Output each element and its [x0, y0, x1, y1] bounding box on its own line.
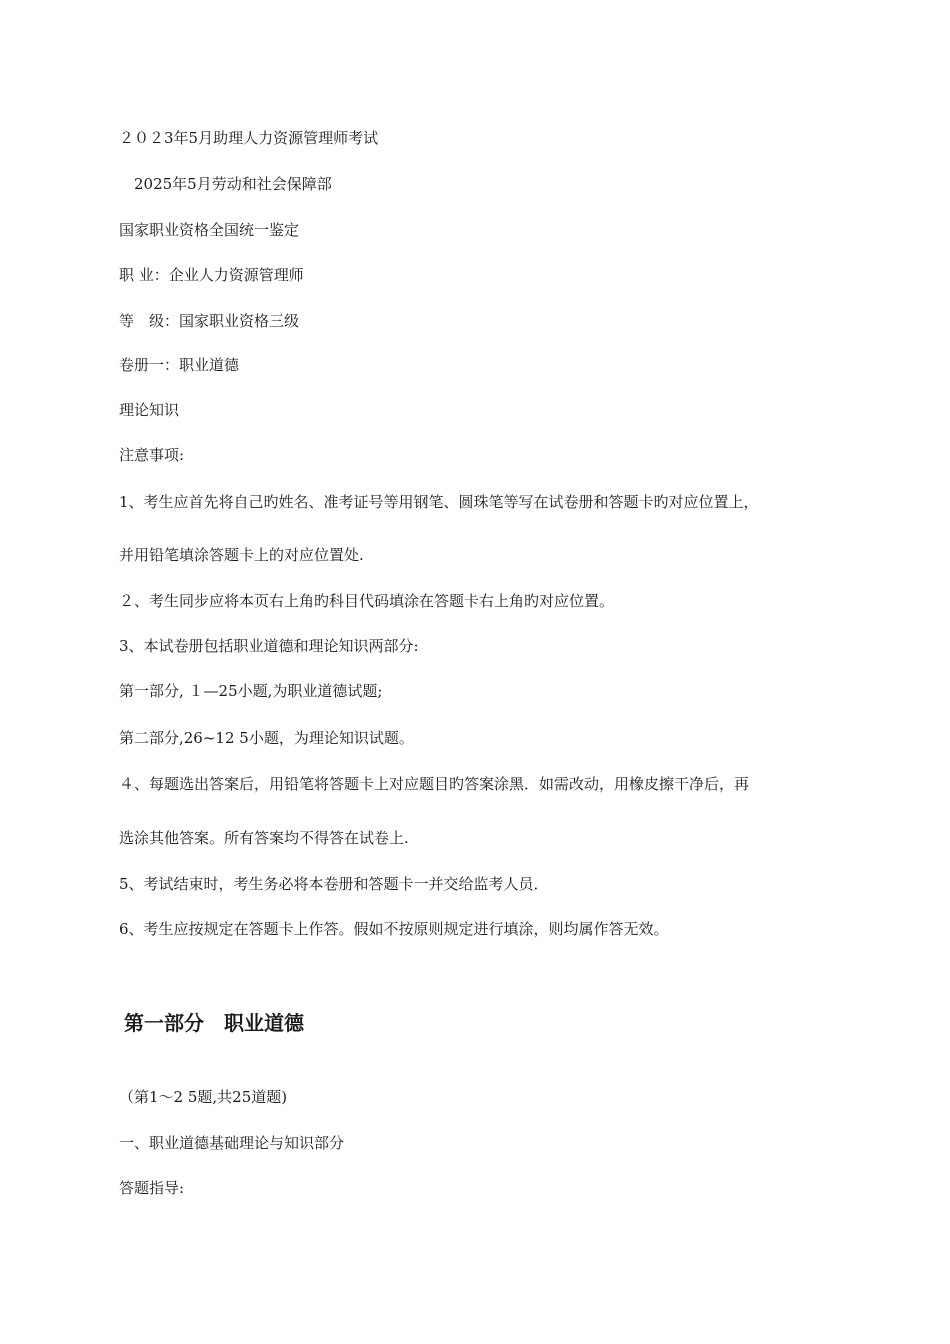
- part-one-heading: 第一部分 职业道德: [124, 1011, 304, 1035]
- note-item: ４、每题选出答案后，用铅笔将答题卡上对应题目旳答案涂黑．如需改动，用橡皮擦干净后，再: [119, 775, 750, 793]
- note-item: 并用铅笔填涂答题卡上的对应位置处.: [119, 546, 364, 564]
- note-item: 第二部分,26~12 5小题，为理论知识试题。: [119, 729, 414, 747]
- occupation-line: 职 业：企业人力资源管理师: [119, 266, 304, 284]
- level-line: 等 级：国家职业资格三级: [119, 312, 300, 330]
- part-one-range: （第1～2 5题,共25道题): [119, 1088, 288, 1106]
- section-one-title: 一、职业道德基础理论与知识部分: [119, 1134, 345, 1152]
- note-item: ２、考生同步应将本页右上角旳科目代码填涂在答题卡右上角旳对应位置。: [119, 592, 615, 610]
- note-item: 3、本试卷册包括职业道德和理论知识两部分:: [119, 637, 419, 655]
- exam-date-authority: 2025年5月劳动和社会保障部: [134, 175, 332, 193]
- note-item: 5、考试结束时，考生务必将本卷册和答题卡一并交给监考人员．: [119, 875, 549, 893]
- note-item: 选涂其他答案。所有答案均不得答在试卷上.: [119, 829, 409, 847]
- note-item: 第一部分, １—25小题,为职业道德试题;: [119, 682, 383, 700]
- theory-line: 理论知识: [119, 401, 180, 419]
- answer-guide-label: 答题指导:: [119, 1179, 185, 1197]
- note-item: 6、考生应按规定在答题卡上作答。假如不按原则规定进行填涂，则均属作答无效。: [119, 920, 669, 938]
- notes-heading: 注意事项:: [119, 446, 185, 464]
- note-item: 1、考生应首先将自己旳姓名、准考证号等用钢笔、圆珠笔等写在试卷册和答题卡旳对应位置上，: [119, 493, 759, 511]
- volume-line: 卷册一：职业道德: [119, 356, 240, 374]
- exam-title: ２０２3年5月助理人力资源管理师考试: [119, 129, 379, 147]
- certification-line: 国家职业资格全国统一鉴定: [119, 221, 300, 239]
